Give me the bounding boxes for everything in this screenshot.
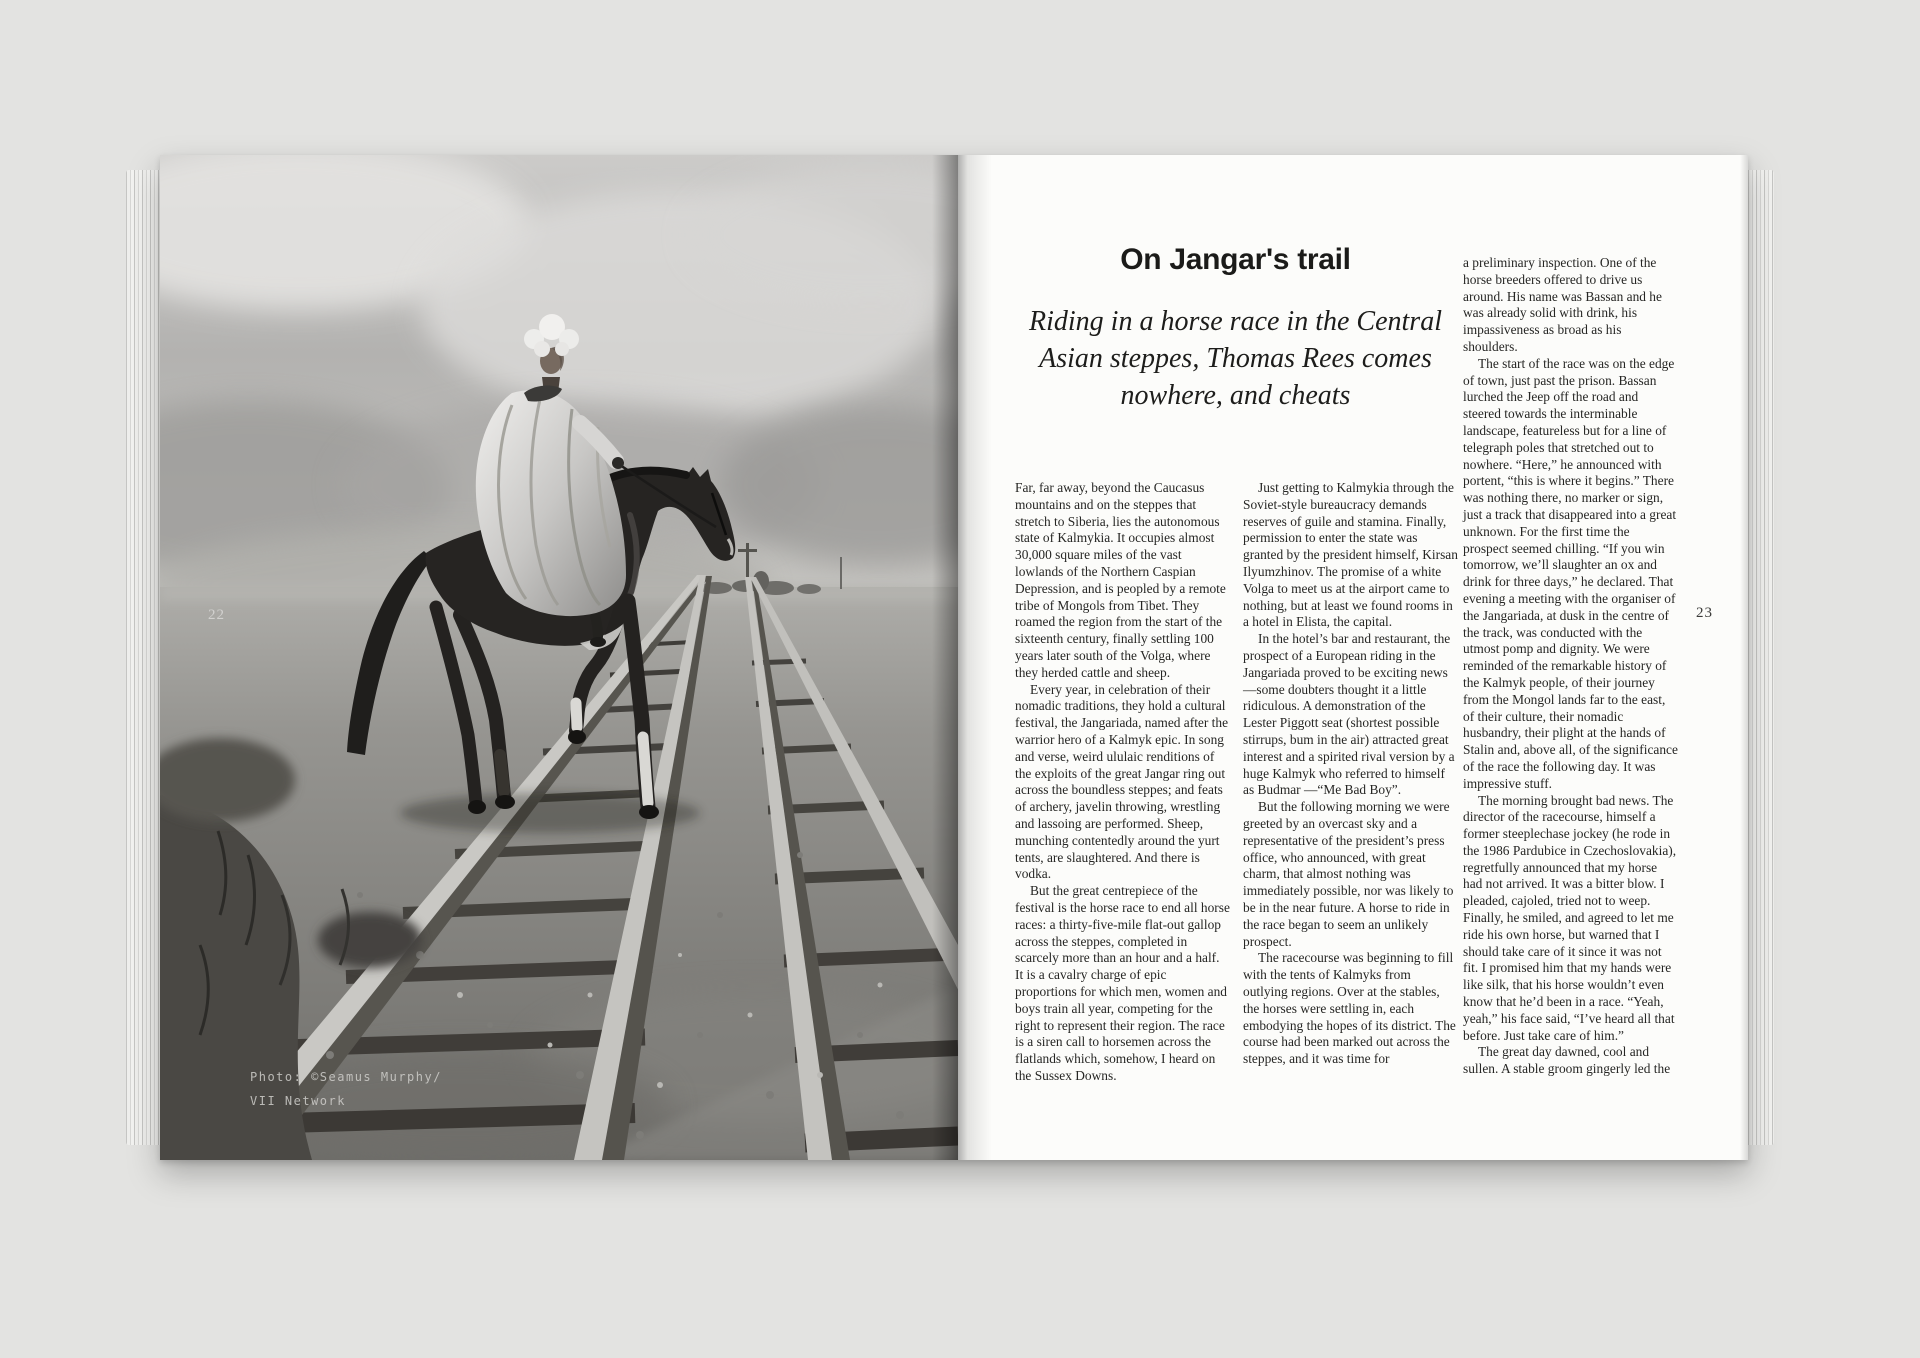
page-stack-right-edge — [1748, 170, 1774, 1145]
paragraph: The start of the race was on the edge of town, just past the prison. Bassan lurched the Jeep off the road and steered towards the interminable landscape, featureless but for a line of telegraph poles that stretched out to nowhere. “Here,” he announced with portent, “this is where it begins.” There was nothing there, no marker or sign, just a track that disappeared into a great unknown. For the first time the prospect seemed chilling. “If you win tomorrow, we’ll slaughter an ox and drink for three days,” he declared. That evening a meeting with the organiser of the Jangariada, at dusk in the centre of the track, was conducted with the utmost pomp and dignity. We were reminded of the remarkable history of the Kalmyk people, of their journey from the Mongol lands far to the east, of their culture, their nomadic husbandry, their plight at the hands of Stalin and, above all, of the significance of the race the following day. It was impressive stuff. — [1463, 355, 1678, 791]
paragraph: But the following morning we were greeted by an overcast sky and a representative of the president’s press office, who announced, with great charm, that almost nothing was immediately possible, nor was likely to be in the near future. A horse to ride in the race began to seem an unlikely prospect. — [1243, 799, 1454, 949]
paragraph: a preliminary inspection. One of the horse breeders offered to drive us around. His name was Bassan and he was already solid with drink, his impassiveness as broad as his shoulders. — [1463, 255, 1662, 354]
text-column-3 — [1463, 255, 1678, 1078]
paragraph: The morning brought bad news. The director of the racecourse, himself a former steeplechase jockey (he rode in the 1986 Pardubice in Czechoslovakia), regretfully announced that my horse had not arrived. It was a bitter blow. I pleaded, cajoled, tried not to weep. Finally, he smiled, and agreed to let me ride his own horse, but warned that I should take care of it since it was not fit. I promised him that my hands were like silk, that his horse wouldn’t even know that he’d been in a race. “Yeah, yeah,” his face said, “I’ve heard all that before. Just take care of him.” — [1463, 792, 1677, 1043]
right-page — [958, 155, 1748, 1160]
left-page — [160, 155, 958, 1160]
photo-credit-line-1: Photo: ©Seamus Murphy/ — [250, 1070, 442, 1084]
subtitle-line-3: nowhere, and cheats — [1120, 380, 1351, 411]
paragraph: Just getting to Kalmykia through the Soviet-style bureaucracy demands reserves of guile and stamina. Finally, permission to enter the state was granted by the president himself, Kirsan Ilyumzhinov. The promise of a white Volga to meet us at the airport came to nothing, but at least we found rooms in a hotel in Elista, the capital. — [1243, 480, 1458, 630]
paragraph: Every year, in celebration of their nomadic traditions, they hold a cultural festival, the Jangariada, named after the warrior hero of a Kalmyk epic. In song and verse, weird ululaic renditions of the exploits of the great Jangar ring out across the boundless steppes; and feats of archery, javelin throwing, wrestling and lassoing are performed. Sheep, munching contentedly around the yurt tents, are slaughtered. And there is vodka. — [1015, 681, 1229, 882]
paragraph: The great day dawned, cool and sullen. A stable groom gingerly led the — [1463, 1044, 1671, 1077]
paragraph: In the hotel’s bar and restaurant, the prospect of a European riding in the Jangariada proved to be exciting news—some doubters thought it a little ridiculous. A demonstration of the Lester Piggott seat (shortest possible stirrups, bum in the air) attracted great interest and a spirited rival version by a huge Kalmyk who referred to himself as Budmar —“Me Bad Boy”. — [1243, 631, 1455, 798]
text-column-2 — [1243, 480, 1458, 1068]
text-column-1 — [1015, 480, 1230, 1085]
open-spread — [160, 155, 1748, 1160]
article-title: On Jangar's trail — [1120, 243, 1351, 276]
subtitle-line-1: Riding in a horse race in the Central — [1029, 306, 1442, 337]
horse-rider-photo — [160, 155, 958, 1160]
paragraph: But the great centrepiece of the festival is the horse race to end all horse races: a thirty-five-mile flat-out gallop across the steppes, completed in scarcely more than an hour and a half. It is a cavalry charge of epic proportions for which men, women and boys train all year, competing for the right to represent their region. The race is a siren call to horsemen across the flatlands which, somehow, I heard on the Sussex Downs. — [1015, 883, 1230, 1083]
paragraph: Far, far away, beyond the Caucasus mountains and on the steppes that stretch to Siberia, lies the autonomous state of Kalmykia. It occupies almost 30,000 square miles of the vast lowlands of the Northern Caspian Depression, and is peopled by a remote tribe of Mongols from Tibet. They roamed the region from the start of the sixteenth century, finally settling 100 years later south of the Volga, where they herded cattle and sheep. — [1015, 480, 1226, 680]
subtitle-line-2: Asian steppes, Thomas Rees comes — [1039, 343, 1432, 374]
paragraph: The racecourse was beginning to fill with the tents of Kalmyks from outlying regions. Over at the stables, the horses were settling in, each embodying the hopes of its district. The course had been marked out across the steppes, and it was time for — [1243, 950, 1456, 1067]
page-stack-left-edge — [126, 170, 160, 1145]
photo-credit — [250, 1065, 442, 1113]
article-subtitle — [985, 303, 1486, 414]
photo-credit-line-2: VII Network — [250, 1094, 346, 1108]
right-page-number: 23 — [1696, 605, 1713, 621]
left-page-number: 22 — [208, 607, 225, 623]
